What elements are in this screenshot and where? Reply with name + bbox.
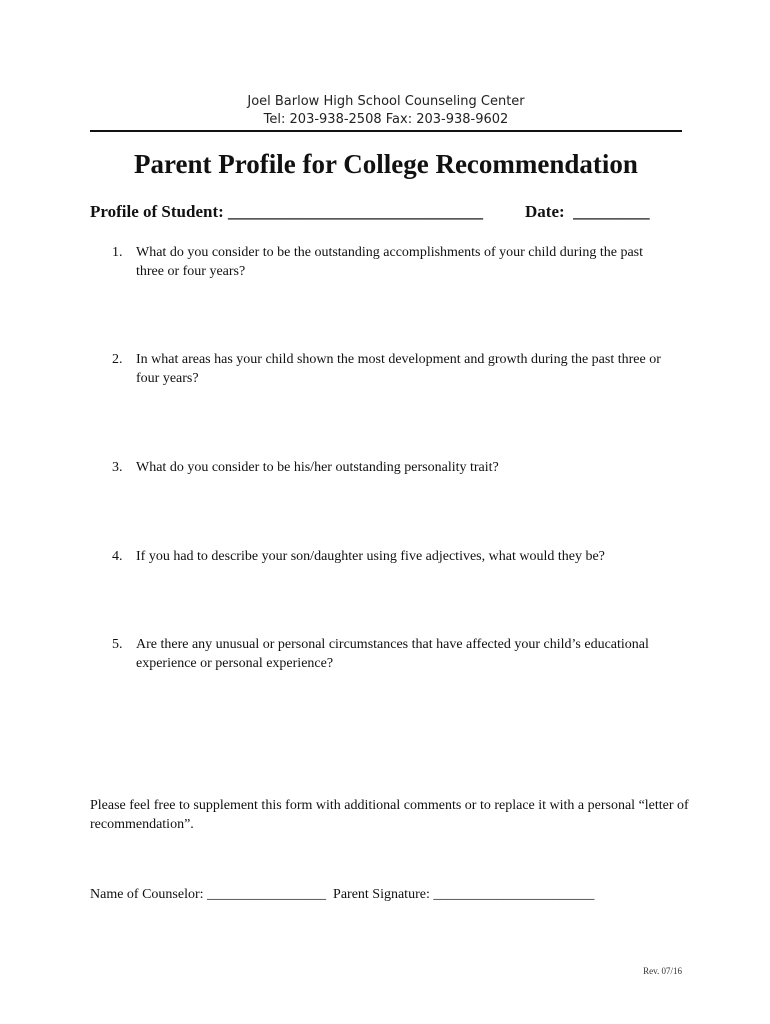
signature-row [90, 885, 594, 905]
question-text: What do you consider to be the outstanding accomplishments of your child during the past three or four years? [136, 245, 644, 279]
question-text: What do you consider to be his/her outstanding personality trait? [136, 460, 499, 475]
supplement-note: Please feel free to supplement this form with additional comments or to replace it with a personal “letter of recommendation”. [90, 798, 689, 832]
contact-info: Tel: 203-938-2508 Fax: 203-938-9602 [263, 112, 509, 127]
student-name-label: Profile of Student: [90, 202, 224, 221]
date-field [525, 200, 650, 224]
question-number: 4. [112, 549, 123, 564]
question-5 [112, 635, 672, 673]
question-number: 5. [112, 637, 123, 652]
question-text: If you had to describe your son/daughter using five adjectives, what would they be? [136, 549, 605, 564]
student-name-field [90, 200, 483, 224]
question-2 [112, 350, 672, 388]
question-3 [112, 458, 672, 477]
parent-signature-label: Parent Signature: [333, 887, 430, 902]
counselor-blank: _________________ [207, 887, 327, 902]
page-title: Parent Profile for College Recommendation [134, 149, 638, 179]
letterhead [90, 93, 682, 129]
parent-signature-blank: _______________________ [433, 887, 595, 902]
question-text: In what areas has your child shown the most development and growth during the past three or four years? [136, 352, 661, 386]
school-name: Joel Barlow High School Counseling Center [247, 94, 525, 109]
student-name-blank: ______________________________ [228, 202, 484, 221]
question-number: 2. [112, 352, 123, 367]
question-4 [112, 547, 672, 566]
question-text: Are there any unusual or personal circumstances that have affected your child’s educational experience or personal experience? [136, 637, 649, 671]
counselor-label: Name of Counselor: [90, 887, 204, 902]
question-number: 3. [112, 460, 123, 475]
question-number: 1. [112, 245, 123, 260]
date-label: Date: [525, 202, 565, 221]
header-divider [90, 130, 682, 132]
date-blank: _________ [573, 202, 650, 221]
revision-label: Rev. 07/16 [643, 966, 682, 976]
question-1 [112, 243, 672, 281]
